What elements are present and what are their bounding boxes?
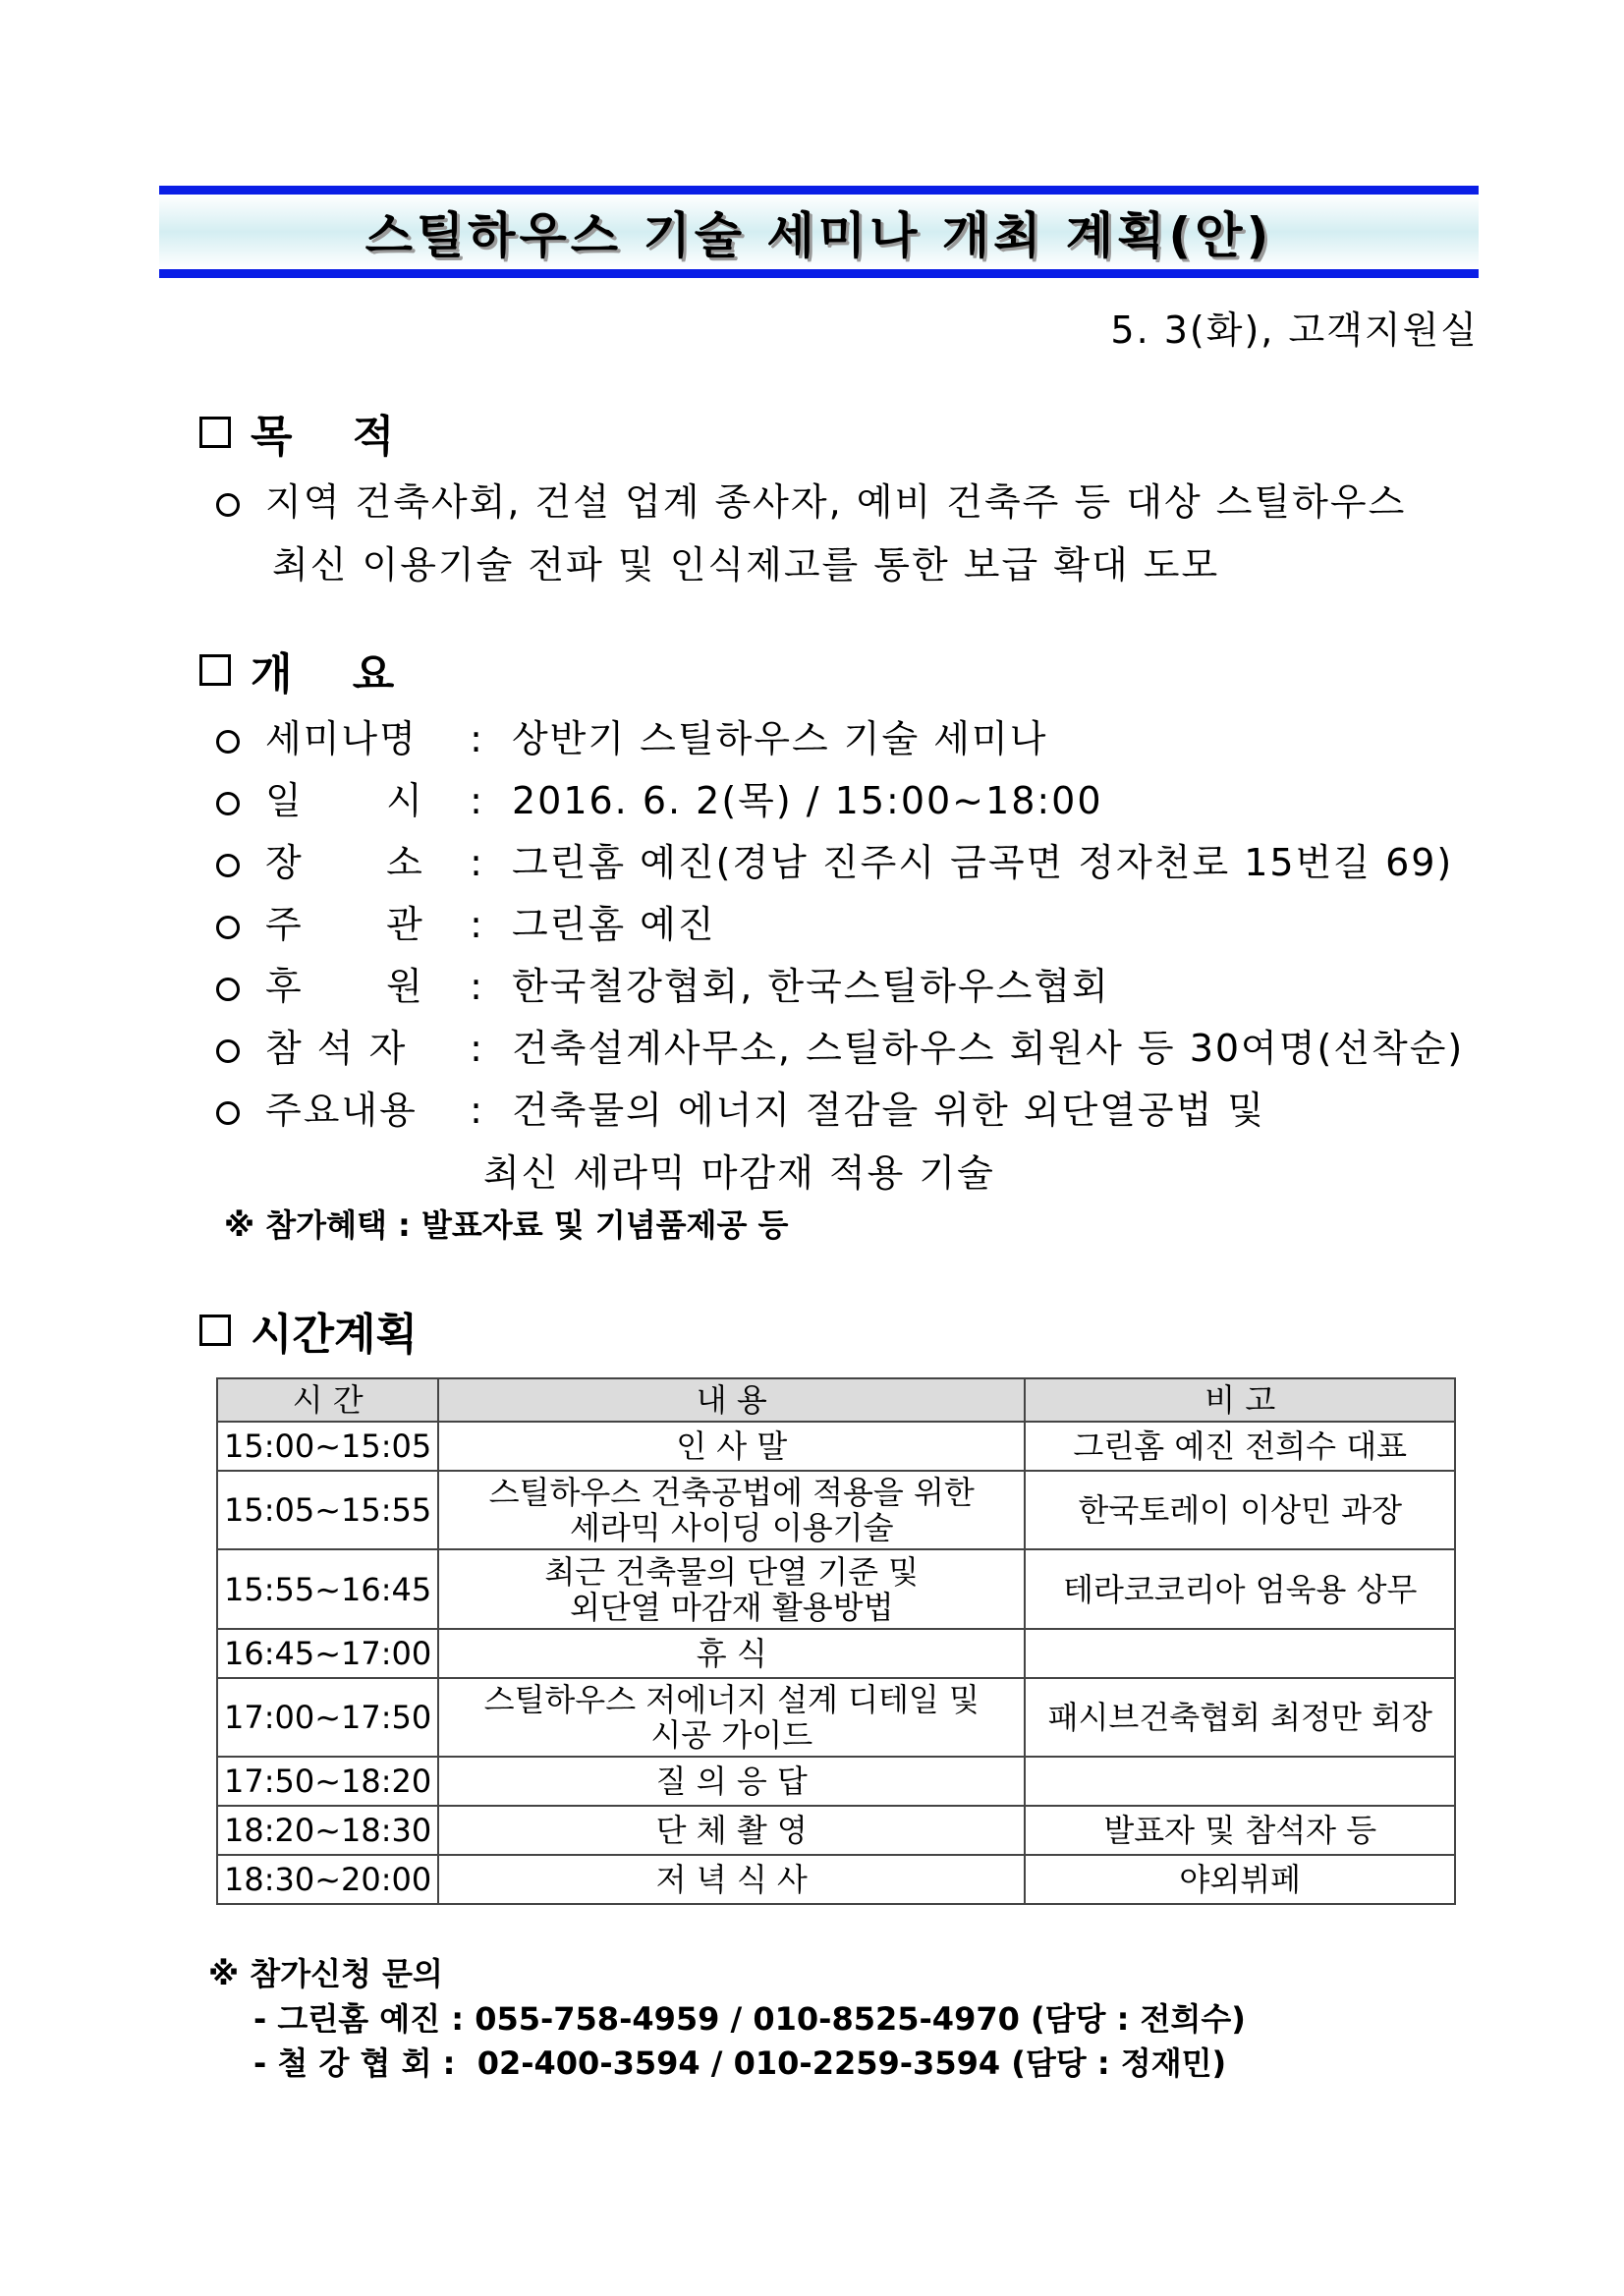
item-label: 후 원 xyxy=(265,965,424,1008)
table-row xyxy=(217,1806,1455,1855)
overview-continuation: 최신 세라믹 마감재 적용 기술 xyxy=(483,1151,995,1195)
circle-bullet-icon xyxy=(216,493,240,517)
benefit-note: ※ 참가혜택 : 발표자료 및 기념품제공 등 xyxy=(224,1206,789,1244)
time-cell: 18:20~18:30 xyxy=(217,1806,438,1855)
content-cell: 스틸하우스 저에너지 설계 디테일 및 시공 가이드 xyxy=(438,1678,1025,1757)
schedule-table xyxy=(216,1377,1456,1905)
colon: : xyxy=(456,1089,498,1132)
purpose-line: 최신 이용기술 전파 및 인식제고를 통한 보급 확대 도모 xyxy=(272,543,1220,587)
item-value: 상반기 스틸하우스 기술 세미나 xyxy=(511,717,1048,760)
contact-line: - 그린홈 예진 : 055-758-4959 / 010-8525-4970 (담당 : 전희수) xyxy=(253,2000,1246,2038)
table-row xyxy=(217,1855,1455,1904)
note-cell: 한국토레이 이상민 과장 xyxy=(1025,1471,1455,1549)
section-heading: 시간계획 xyxy=(251,1310,419,1360)
time-cell: 15:05~15:55 xyxy=(217,1471,438,1549)
item-value: 그린홈 예진 xyxy=(511,903,716,946)
note-cell: 그린홈 예진 전희수 대표 xyxy=(1025,1422,1455,1471)
time-cell: 17:50~18:20 xyxy=(217,1757,438,1806)
time-cell: 18:30~20:00 xyxy=(217,1855,438,1904)
item-label: 일 시 xyxy=(265,779,424,822)
content-cell: 질 의 응 답 xyxy=(438,1757,1025,1806)
section-overview xyxy=(199,639,394,701)
note-cell xyxy=(1025,1629,1455,1678)
contact-line: - 철 강 협 회 : 02-400-3594 / 010-2259-3594 (담당 : 정재민) xyxy=(253,2044,1227,2082)
overview-item xyxy=(216,708,1047,762)
checkbox-square-icon xyxy=(199,654,231,686)
note-cell: 테라코코리아 엄욱용 상무 xyxy=(1025,1549,1455,1629)
item-value: 건축설계사무소, 스틸하우스 회원사 등 30여명(선착순) xyxy=(511,1027,1465,1070)
header-time: 시 간 xyxy=(217,1378,438,1422)
table-header-row xyxy=(217,1378,1455,1422)
note-cell xyxy=(1025,1757,1455,1806)
item-label: 주 관 xyxy=(265,903,424,946)
circle-bullet-icon xyxy=(216,1039,240,1063)
contact-heading: ※ 참가신청 문의 xyxy=(208,1955,443,1992)
header-note: 비 고 xyxy=(1025,1378,1455,1422)
content-cell: 단 체 촬 영 xyxy=(438,1806,1025,1855)
overview-item xyxy=(216,956,1110,1010)
section-heading: 개 요 xyxy=(251,649,395,700)
time-cell: 16:45~17:00 xyxy=(217,1629,438,1678)
circle-bullet-icon xyxy=(216,792,240,815)
time-cell: 17:00~17:50 xyxy=(217,1678,438,1757)
date-line: 5. 3(화), 고객지원실 xyxy=(1110,308,1479,352)
item-value: 건축물의 에너지 절감을 위한 외단열공법 및 xyxy=(511,1089,1266,1132)
item-label: 참 석 자 xyxy=(265,1027,408,1070)
note-cell: 발표자 및 참석자 등 xyxy=(1025,1806,1455,1855)
table-row xyxy=(217,1422,1455,1471)
section-heading: 목 적 xyxy=(251,412,395,462)
table-row xyxy=(217,1471,1455,1549)
time-cell: 15:55~16:45 xyxy=(217,1549,438,1629)
item-value: 한국철강협회, 한국스틸하우스협회 xyxy=(511,965,1110,1008)
section-schedule xyxy=(199,1299,418,1362)
overview-item xyxy=(216,770,1103,824)
item-value: 그린홈 예진(경남 진주시 금곡면 정자천로 15번길 69) xyxy=(511,841,1454,884)
item-label: 주요내용 xyxy=(265,1089,418,1132)
text: 지역 건축사회, 건설 업계 종사자, 예비 건축주 등 대상 스틸하우스 xyxy=(265,480,1407,524)
content-cell: 휴 식 xyxy=(438,1629,1025,1678)
colon: : xyxy=(456,903,498,946)
colon: : xyxy=(456,965,498,1008)
table-row xyxy=(217,1629,1455,1678)
overview-item xyxy=(216,1080,1265,1134)
note-cell: 야외뷔페 xyxy=(1025,1855,1455,1904)
table-row xyxy=(217,1678,1455,1757)
overview-item xyxy=(216,1018,1464,1072)
note-cell: 패시브건축협회 최정만 회장 xyxy=(1025,1678,1455,1757)
table-row xyxy=(217,1757,1455,1806)
item-label: 세미나명 xyxy=(265,717,418,760)
checkbox-square-icon xyxy=(199,1315,231,1346)
colon: : xyxy=(456,717,498,760)
checkbox-square-icon xyxy=(199,417,231,448)
overview-item xyxy=(216,894,716,948)
circle-bullet-icon xyxy=(216,1101,240,1125)
content-cell: 스틸하우스 건축공법에 적용을 위한 세라믹 사이딩 이용기술 xyxy=(438,1471,1025,1549)
table-row xyxy=(217,1549,1455,1629)
overview-item xyxy=(216,832,1453,886)
content-cell: 저 녁 식 사 xyxy=(438,1855,1025,1904)
section-purpose xyxy=(199,401,394,464)
colon: : xyxy=(456,779,498,822)
item-value: 2016. 6. 2(목) / 15:00~18:00 xyxy=(511,779,1103,822)
title-banner xyxy=(159,186,1479,278)
content-cell: 인 사 말 xyxy=(438,1422,1025,1471)
colon: : xyxy=(456,841,498,884)
content-cell: 최근 건축물의 단열 기준 및 외단열 마감재 활용방법 xyxy=(438,1549,1025,1629)
circle-bullet-icon xyxy=(216,854,240,877)
time-cell: 15:00~15:05 xyxy=(217,1422,438,1471)
circle-bullet-icon xyxy=(216,978,240,1001)
document-title: 스틸하우스 기술 세미나 개최 계획(안) xyxy=(364,207,1273,264)
circle-bullet-icon xyxy=(216,730,240,754)
purpose-line xyxy=(216,472,1406,526)
item-label: 장 소 xyxy=(265,841,424,884)
circle-bullet-icon xyxy=(216,916,240,939)
header-content: 내 용 xyxy=(438,1378,1025,1422)
colon: : xyxy=(456,1027,498,1070)
